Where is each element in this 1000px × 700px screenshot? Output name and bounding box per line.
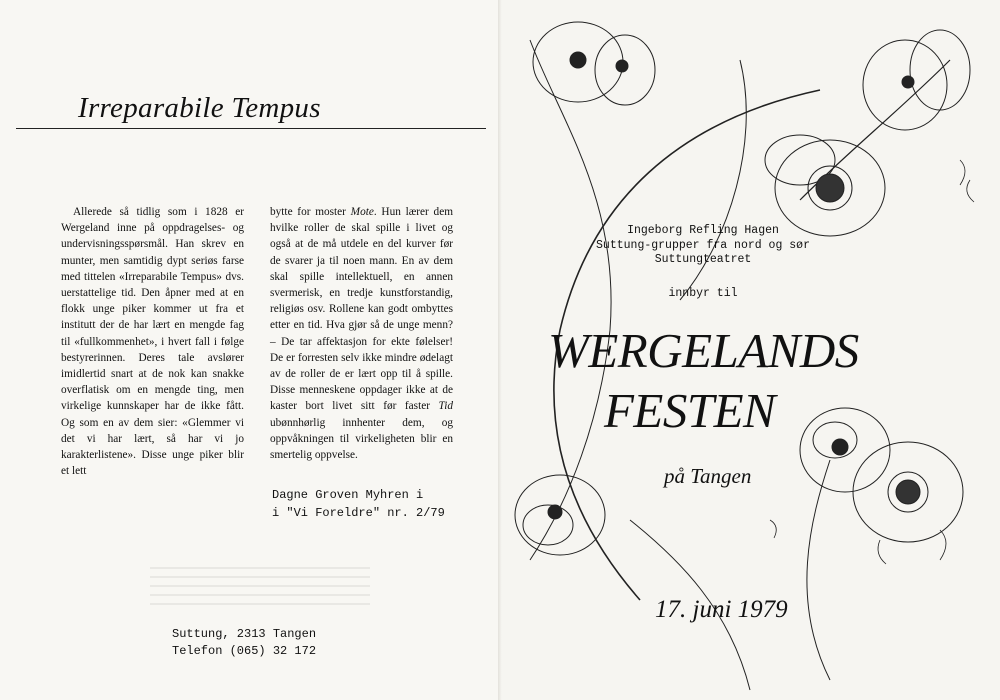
- signature: [272, 486, 472, 522]
- address-line: Suttung, 2313 Tangen: [172, 627, 317, 641]
- emphasis-tid: Tid: [438, 400, 453, 413]
- event-title-line-2: FESTEN: [604, 383, 776, 438]
- bleed-through-text: [150, 565, 370, 605]
- article-column-2: [270, 204, 453, 463]
- event-subtitle: på Tangen: [664, 464, 752, 488]
- signature-line-2: i "Vi Foreldre" nr. 2/79: [272, 506, 445, 520]
- event-date: 17. juni 1979: [655, 596, 788, 623]
- article-heading: Irreparabile Tempus: [78, 92, 321, 124]
- address-block: [172, 626, 372, 660]
- column-2-text-b: . Hun lærer dem hvilke roller de skal spille i livet og også at de må utdele en del kurver før de svarer ja til noen mann. En av dem skal spille intellektuell, en annen svermerisk, en tredje kunstforstandig, religiøs osv. Rollene kan godt ombyttes etter en tid. Hva gjør så de unge menn? – De tar affektasjon for ekte følelser! De er forresten selv ikke mindre ødelagt av de roller de er lært opp til å spille. Disse menneskene oppdager ikke at de kaster bort livet sitt før faster: [270, 206, 453, 413]
- host-line: Suttungteatret: [654, 253, 752, 266]
- signature-line-1: Dagne Groven Myhren i: [272, 488, 424, 502]
- column-2-text-c: ubønnhørlig innhenter dem, og oppvåkningen til virkeligheten blir en smertelig oppvelse.: [270, 416, 453, 462]
- invites-text: innbyr til: [668, 287, 738, 300]
- phone-line: Telefon (065) 32 172: [172, 644, 317, 658]
- column-2-text-a: bytte for moster: [270, 206, 351, 218]
- heading-rule: [16, 128, 486, 129]
- host-line: Suttung-grupper fra nord og sør: [596, 238, 810, 252]
- hosts-block: [583, 224, 823, 268]
- emphasis-mote: Mote: [350, 206, 374, 218]
- article-column-1: Allerede så tidlig som i 1828 er Wergeland inne på oppdragelses- og undervisningsspørsmål. Han skrev en munter, men samtidig dypt seriøs farse med tittelen «Irreparabile Tempus» dvs. uerstattelige tid. Den åpner med at en flokk unge piker kommer ut fra et institutt der de har lært en mengde fag til «fullkommenhet», i hvert fall i følge bestyrerinnen. Deres tale avslører imidlertid snart at de nok kan snakke overflatisk om en mengde ting, men virkelige kunnskaper har de ikke fått. Og som en av dem sier: «Glemmer vi det vi har lært, så har vi jo karakterlistene». Disse unge piker blir et lett: [61, 206, 244, 478]
- event-title-line-1: WERGELANDS: [548, 323, 859, 378]
- host-line: Ingeborg Refling Hagen: [627, 224, 779, 237]
